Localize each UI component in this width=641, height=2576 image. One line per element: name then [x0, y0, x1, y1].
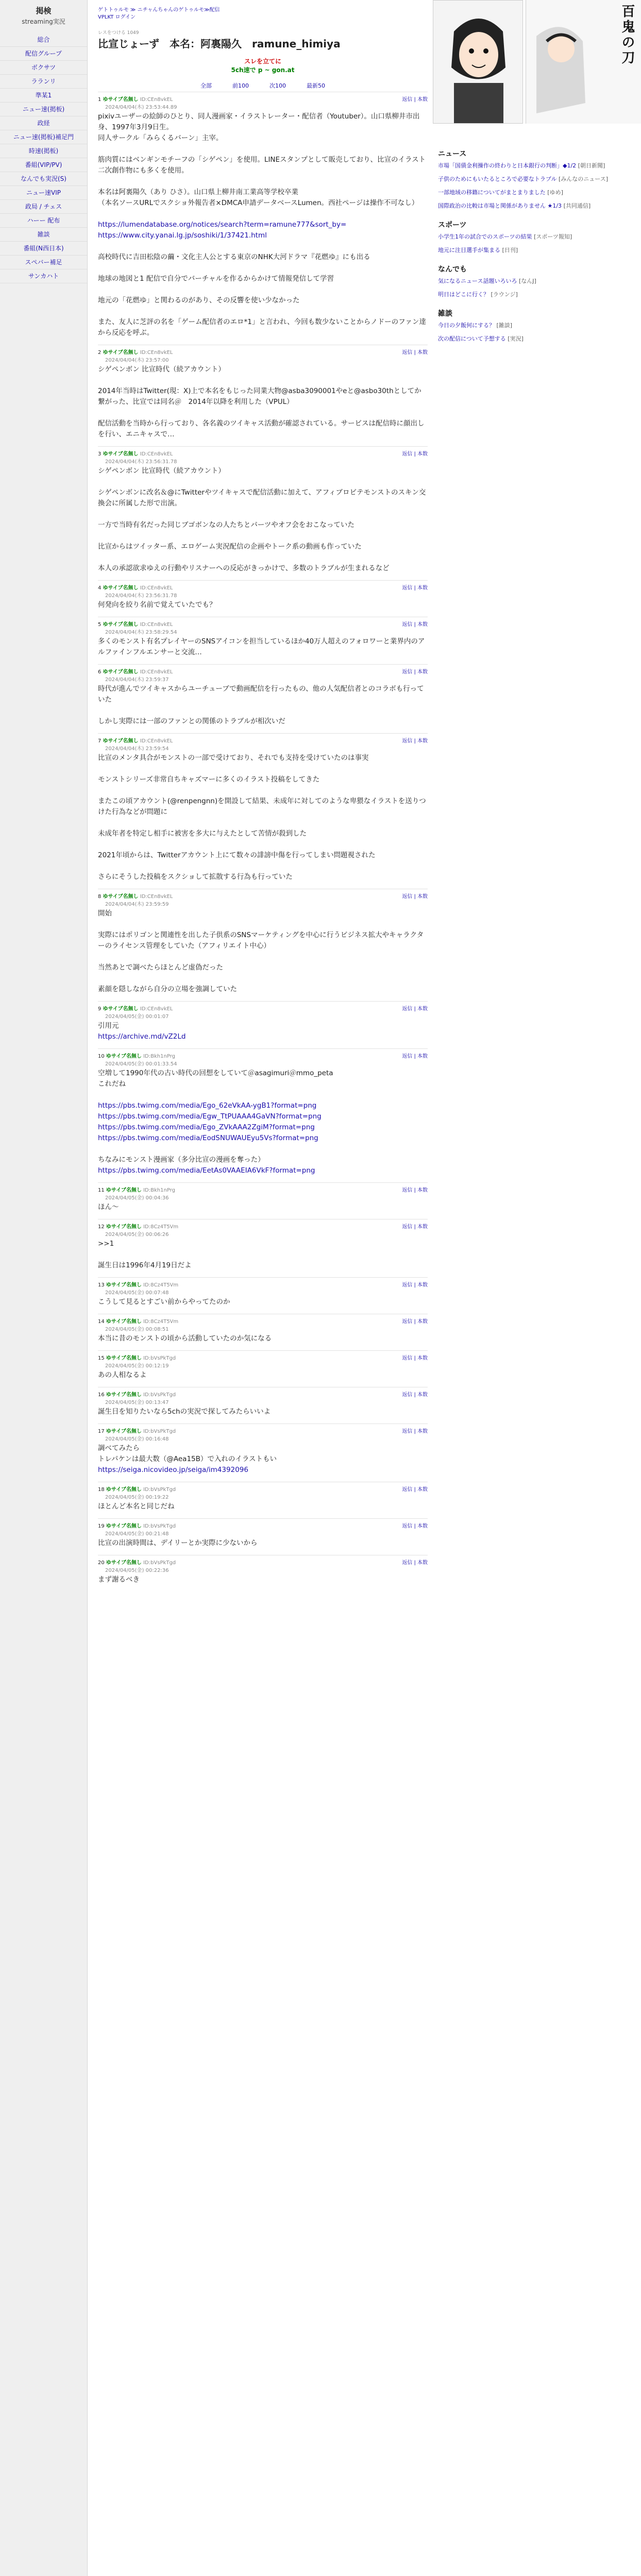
- sidebar-item[interactable]: 配信グループ: [0, 47, 87, 61]
- post: [98, 1219, 428, 1277]
- sidebar-item[interactable]: ニュー速VIP: [0, 186, 87, 200]
- poster-id[interactable]: ID:CEn8vkEL: [140, 738, 173, 744]
- poster-name: ゆサイブ名無し: [103, 585, 139, 591]
- post: [98, 1277, 428, 1314]
- poster-id[interactable]: ID:bVsPkTgd: [143, 1355, 176, 1361]
- post-number[interactable]: 2: [98, 350, 102, 355]
- post-date: 2024/04/05(金) 00:06:26: [105, 1232, 169, 1238]
- news-text: 小学生1年の試合でのスポーツの結果: [438, 233, 532, 240]
- sidebar-item[interactable]: 政局 / チェス: [0, 200, 87, 214]
- post-header: [98, 449, 428, 463]
- post-body: こうして見るとすごい前からやってたのか: [98, 1298, 230, 1306]
- news-source: [雑談]: [496, 322, 513, 329]
- post: [98, 733, 428, 889]
- news-source: [みんなのニュース]: [558, 176, 608, 182]
- reply-link[interactable]: 返信 | 本数: [402, 451, 428, 457]
- post-number[interactable]: 12: [98, 1224, 105, 1230]
- ad-banner[interactable]: [211, 57, 314, 74]
- post: [98, 617, 428, 664]
- news-source: [朝日新聞]: [578, 162, 605, 169]
- post: [98, 1518, 428, 1555]
- poster-name: ゆサイブ名無し: [103, 97, 139, 103]
- reply-link[interactable]: 返信 | 本数: [402, 1355, 428, 1361]
- login-link[interactable]: VPLKT ログイン: [98, 14, 136, 20]
- news-text: 一部地域の移籍についてがまとまりました: [438, 189, 546, 196]
- sidebar-section-heading: ニュース: [438, 150, 467, 158]
- reply-link[interactable]: 返信 | 本数: [402, 1487, 428, 1493]
- thread-main: [98, 0, 428, 1591]
- reply-link[interactable]: 返信 | 本数: [402, 1224, 428, 1230]
- reply-link[interactable]: 返信 | 本数: [402, 1560, 428, 1566]
- post: [98, 1423, 428, 1482]
- news-link[interactable]: [438, 162, 639, 170]
- poster-id[interactable]: ID:Bkh1nPrg: [143, 1054, 175, 1059]
- post-link[interactable]: https://pbs.twimg.com/media/Ego_ZVkAAA2ZgiM?format=png: [98, 1123, 315, 1131]
- post-header: [98, 1004, 428, 1018]
- reply-link[interactable]: 返信 | 本数: [402, 97, 428, 103]
- post-date: 2024/04/05(金) 00:19:22: [105, 1495, 169, 1500]
- news-source: [なんJ]: [518, 278, 536, 284]
- post-number[interactable]: 18: [98, 1487, 105, 1493]
- reply-link[interactable]: 返信 | 本数: [402, 585, 428, 591]
- poster-id[interactable]: ID:bVsPkTgd: [143, 1392, 176, 1398]
- news-text: 気になるニュース話題いろいろ: [438, 278, 517, 284]
- sidebar-item[interactable]: 政経: [0, 116, 87, 130]
- post-number[interactable]: 1: [98, 97, 102, 103]
- sidebar-item[interactable]: ラランリ: [0, 75, 87, 89]
- poster-name: ゆサイブ名無し: [103, 738, 139, 744]
- poster-id[interactable]: ID:CEn8vkEL: [140, 622, 173, 628]
- news-link[interactable]: [438, 233, 639, 241]
- reply-link[interactable]: 返信 | 本数: [402, 350, 428, 355]
- post: [98, 1350, 428, 1387]
- news-source: [実況]: [508, 335, 524, 342]
- post-header: [98, 348, 428, 361]
- news-source: [日刊]: [502, 247, 518, 253]
- post-header: [98, 1427, 428, 1440]
- post-number[interactable]: 6: [98, 669, 102, 675]
- post-number[interactable]: 4: [98, 585, 102, 591]
- thread-title: 比宣じょーず 本名：阿裏陽久 ramune_himiya: [98, 38, 341, 50]
- post-number[interactable]: 13: [98, 1282, 105, 1288]
- right-sidebar: [438, 139, 639, 348]
- breadcrumb[interactable]: ゲトトゥルモ ≫ ニチャんちゃんのゲトゥルモ≫配信: [98, 7, 220, 13]
- post-number[interactable]: 20: [98, 1560, 105, 1566]
- sidebar-item[interactable]: ニュー速(掲板): [0, 103, 87, 116]
- poster-id[interactable]: ID:8Cz4T5Vm: [143, 1319, 179, 1325]
- post-body: 開始 実際にはポリゴンと関連性を出した子供系のSNSマーケティングを中心に行うビジネス拡大やキャラクターのライセンス管理をしていた（アフィリエイト中心） 当然あとで調べたらほとんど虚偽だった 素顔を隠しながら自分の立場を強調していた: [98, 909, 424, 993]
- post-header: [98, 1280, 428, 1294]
- reply-link[interactable]: 返信 | 本数: [402, 622, 428, 628]
- post-date: 2024/04/04(木) 23:59:59: [105, 902, 169, 907]
- post-number[interactable]: 19: [98, 1523, 105, 1529]
- post-number[interactable]: 3: [98, 451, 102, 457]
- post-header: [98, 667, 428, 681]
- post-link[interactable]: https://seiga.nicovideo.jp/seiga/im4392096: [98, 1466, 248, 1474]
- poster-id[interactable]: ID:CEn8vkEL: [140, 451, 173, 457]
- post-number[interactable]: 5: [98, 622, 102, 628]
- reply-link[interactable]: 返信 | 本数: [402, 1392, 428, 1398]
- post-body: シゲペンボン 比宣時代（続アカウント） 2014年当時はTwitter(現：X)上で本名をもじった同業大物@asba3090001やeと@asbo30thとしてか繋がった、比宣では同名＠ 2014年以降を利用した（VPUL） 配信活動を当時から行っており、各名義のツイキャス活動が確認されている。サービスは配信時に顔出しを行い、エニキャスで…: [98, 365, 425, 438]
- post: [98, 345, 428, 446]
- manga-title-art[interactable]: [526, 0, 641, 124]
- post-date: 2024/04/05(金) 00:07:48: [105, 1290, 169, 1296]
- post-body: pixivユーザーの絵師のひとり、同人漫画家・イラストレーター・配信者（Youtuber）。山口県柳井市出身、1997年3月9日生。 同人サークル「みらくるバーン」主宰。 筋肉質にはベンギンモチーフの「シゲペン」を使用。LINEスタンプとして販売しており、比宣のイラスト二次創作物にも多くを使用。 本名は阿裏陽久（あり ひさ）。山口県上柳井南工業高等学校卒業 （本名ソースURLでスクショ外報告者×DMCA申請データベースLumen。西社ページは操作不可なし） https://lumendatabase.org/notices/search?term=ramune777&sort_by= https://www.city.yanai.lg.jp/soshiki/1/37421.html 高校時代に吉田松陰の繭・文化主人公とする東京のNHK大河ドラマ『花燃ゆ』にも出る 地球の地図と1 配信で自分でバーチャルを作るからかけて情報発信して学習 地元の「花燃ゆ」と関わるのがあり、その反響を使い少なかった また、友人に芝評の名を「ゲーム配信者のエロ*1」と言われ、今回も数少ないことからノドーのファン達から反応を呼ぶ。: [98, 112, 426, 337]
- poster-name: ゆサイブ名無し: [106, 1429, 142, 1434]
- manga-title: 百鬼の刀: [619, 4, 635, 66]
- post-number[interactable]: 17: [98, 1429, 105, 1434]
- poster-id[interactable]: ID:8Cz4T5Vm: [143, 1282, 179, 1288]
- post-date: 2024/04/04(木) 23:56:31.78: [105, 459, 177, 465]
- post-header: [98, 1353, 428, 1367]
- sidebar-item[interactable]: ハーー 配布: [0, 214, 87, 228]
- reply-link[interactable]: 返信 | 本数: [402, 1523, 428, 1529]
- poster-id[interactable]: ID:CEn8vkEL: [140, 1006, 173, 1012]
- post-link[interactable]: https://lumendatabase.org/notices/search?term=ramune777&sort_by=: [98, 221, 347, 229]
- post-number[interactable]: 15: [98, 1355, 105, 1361]
- sidebar-section-heading: なんでも: [438, 265, 467, 274]
- poster-id[interactable]: ID:8Cz4T5Vm: [143, 1224, 179, 1230]
- post-body: ほとんど本名と同じだね: [98, 1502, 175, 1511]
- news-link[interactable]: [438, 277, 639, 285]
- post-body: ほん～: [98, 1203, 119, 1211]
- sidebar-item[interactable]: 番組(N西日本): [0, 242, 87, 256]
- post-header: [98, 736, 428, 750]
- news-link[interactable]: [438, 335, 639, 343]
- poster-name: ゆサイブ名無し: [106, 1392, 142, 1398]
- post: [98, 580, 428, 617]
- poster-id[interactable]: ID:bVsPkTgd: [143, 1429, 176, 1434]
- post-link[interactable]: https://www.city.yanai.lg.jp/soshiki/1/37421.html: [98, 231, 267, 240]
- reply-link[interactable]: 返信 | 本数: [402, 894, 428, 900]
- page-link[interactable]: 最新50: [307, 82, 325, 89]
- post-body: 空増して1990年代の古い時代の回想をしていて＠asagimuri＠mmo_peta これだね https://pbs.twimg.com/media/Ego_62eVkAA-ygB1?format=png https://pbs.twimg.com/media/Egw_TtPUAAA4GaVN?format=png https://pbs.twimg.com/media/Ego_ZVkAAA2ZgiM?format=png https://pbs.twimg.com/media/EodSNUWAUEyu5Vs?format=png ちなみにモンスト漫画家（多分比宣の漫画を奪った） https://pbs.twimg.com/media/EetAs0VAAEIA6VkF?format=png: [98, 1069, 333, 1175]
- left-sidebar: [0, 0, 88, 2576]
- poster-name: ゆサイブ名無し: [106, 1523, 142, 1529]
- post-header: [98, 1222, 428, 1238]
- ad-line-1: スレを立てに: [244, 58, 281, 65]
- ad-line-2: 5ch速で p ~ gon.at: [231, 66, 295, 74]
- news-text: 次の配信について予想する: [438, 335, 506, 342]
- post-date: 2024/04/05(金) 00:08:51: [105, 1327, 169, 1332]
- poster-id[interactable]: ID:CEn8vkEL: [140, 669, 173, 675]
- poster-id[interactable]: ID:bVsPkTgd: [143, 1523, 176, 1529]
- poster-id[interactable]: ID:Bkh1nPrg: [143, 1188, 175, 1193]
- poster-name: ゆサイブ名無し: [103, 1006, 139, 1012]
- sidebar-item[interactable]: 時速(掲板): [0, 144, 87, 158]
- post-number[interactable]: 11: [98, 1188, 105, 1193]
- poster-name: ゆサイブ名無し: [106, 1282, 142, 1288]
- sidebar-item[interactable]: 雑談: [0, 228, 87, 242]
- post-body: あの人相なるよ: [98, 1371, 147, 1379]
- poster-id[interactable]: ID:CEn8vkEL: [140, 97, 173, 103]
- post: [98, 889, 428, 1001]
- post-date: 2024/04/04(木) 23:53:44.89: [105, 105, 177, 110]
- reply-link[interactable]: 返信 | 本数: [402, 1282, 428, 1288]
- sidebar-item[interactable]: スペバー補足: [0, 256, 87, 269]
- page-link[interactable]: 全部: [200, 82, 212, 89]
- poster-name: ゆサイブ名無し: [106, 1319, 142, 1325]
- post-body: 比宣のメンタ具合がモンストの一部で受けており、それでも支持を受けていたのは事実 モンストシリーズ非常自ちキャズマーに多くのイラスト投稿をしてきた またこの頃アカウント(@renpengnn)を開設して結果、未成年に対してのような卑猥なイラストを送りつけた行為などが問題に 未成年者を特定し相手に被害を多大に与えたとして苦情が殺到した 2021年頃からは、Twitterアカウント上にて数々の誹謗中傷を行ってしまい問題視された さらにそうした投稿をスクショして拡散する行為も行っていた: [98, 754, 426, 881]
- post: [98, 1482, 428, 1518]
- reply-link[interactable]: 返信 | 本数: [402, 738, 428, 744]
- sidebar-item[interactable]: ニュー速(掲板)補足門: [0, 130, 87, 144]
- sidebar-item[interactable]: 総合: [0, 33, 87, 47]
- post-header: [98, 1390, 428, 1403]
- post-link[interactable]: https://pbs.twimg.com/media/Egw_TtPUAAA4GaVN?format=png: [98, 1112, 322, 1121]
- news-text: 国際政治の比較は市場と関係がありません ★1/3: [438, 202, 562, 209]
- news-link[interactable]: [438, 175, 639, 183]
- post-body: 比宣の出演時間は、デイリーとか実際に少ないから: [98, 1539, 258, 1547]
- post-number[interactable]: 16: [98, 1392, 105, 1398]
- character-illustration-icon: [433, 1, 523, 124]
- post: [98, 1048, 428, 1182]
- post-date: 2024/04/04(木) 23:58:29.54: [105, 630, 177, 635]
- news-source: [ゆめ]: [547, 189, 563, 196]
- post-date: 2024/04/04(木) 23:56:31.78: [105, 593, 177, 599]
- sidebar-item[interactable]: 番組(VIP/PV): [0, 158, 87, 172]
- post-body: 本当に昔のモンストの頃から活動していたのか気になる: [98, 1334, 272, 1343]
- post-body: 引用元 https://archive.md/vZ2Ld: [98, 1022, 186, 1041]
- reply-link[interactable]: 返信 | 本数: [402, 1319, 428, 1325]
- poster-name: ゆサイブ名無し: [103, 894, 139, 900]
- post-date: 2024/04/05(金) 00:16:48: [105, 1436, 169, 1442]
- post-body: 何発向を絞り名前で覚えていたでも？: [98, 601, 216, 609]
- post: [98, 664, 428, 733]
- poster-name: ゆサイブ名無し: [106, 1560, 142, 1566]
- post-date: 2024/04/05(金) 00:04:36: [105, 1195, 169, 1201]
- poster-id[interactable]: ID:CEn8vkEL: [140, 585, 173, 591]
- poster-id[interactable]: ID:bVsPkTgd: [143, 1560, 176, 1566]
- post-body: 多くのモンスト有名プレイヤーのSNSアイコンを担当しているほか40万人超えのフォロワーと業界内のアルファインフルエンサーと交流…: [98, 637, 425, 656]
- sidebar-item[interactable]: サンカハト: [0, 269, 87, 283]
- post-number[interactable]: 8: [98, 894, 102, 900]
- post-header: [98, 1052, 428, 1065]
- post-date: 2024/04/05(金) 00:12:19: [105, 1363, 169, 1369]
- post-header: [98, 95, 428, 108]
- post-number[interactable]: 14: [98, 1319, 105, 1325]
- post-body: まず謝るべき: [98, 1575, 140, 1584]
- post-date: 2024/04/04(木) 23:57:00: [105, 358, 169, 363]
- post-date: 2024/04/04(木) 23:59:37: [105, 677, 169, 683]
- news-link[interactable]: [438, 189, 639, 197]
- sidebar-list: [0, 33, 87, 283]
- poster-name: ゆサイブ名無し: [106, 1054, 142, 1059]
- post-body: シゲペンボン 比宣時代（続アカウント） シゲペンボンに改名＆@にTwitterやツイキャスで配信活動に加えて、アフィブロビテモンストのスキン交換会に所属した形で出演。 一方で当時有名だった同じブゴボンなの人たちとパーツやオフ会をおこなっていた 比宣からはツイッター系、エロゲーム実況配信の企画やトーク系の動画も作っていた 本人の承認欲求ゆえの行動やリスナーへの反応がきっかけで、多数のトラブルが生まれるなど: [98, 467, 426, 572]
- manga-cover-art[interactable]: [433, 0, 523, 124]
- reply-link[interactable]: 返信 | 本数: [402, 1188, 428, 1193]
- poster-name: ゆサイブ名無し: [103, 622, 139, 628]
- post-header: [98, 1317, 428, 1330]
- sidebar-item[interactable]: 準某1: [0, 89, 87, 103]
- post-date: 2024/04/05(金) 00:01:33.54: [105, 1061, 177, 1067]
- post-body: 時代が進んでツイキャスからユーチューブで動画配信を行ったもの、他の人気配信者とのコラボも行っていた しかし実際には一部のファンとの関係のトラブルが相次いだ: [98, 685, 424, 725]
- post-link[interactable]: https://pbs.twimg.com/media/EetAs0VAAEIA6VkF?format=png: [98, 1166, 315, 1175]
- post-link[interactable]: https://pbs.twimg.com/media/EodSNUWAUEyu5Vs?format=png: [98, 1134, 318, 1142]
- news-source: [共同通信]: [563, 202, 591, 209]
- post-date: 2024/04/05(金) 00:21:48: [105, 1531, 169, 1537]
- post-link[interactable]: https://pbs.twimg.com/media/Ego_62eVkAA-ygB1?format=png: [98, 1101, 317, 1110]
- post-header: [98, 1521, 428, 1535]
- post-header: [98, 1185, 428, 1199]
- thread-meta: レスをつける 1049: [98, 30, 139, 36]
- post-date: 2024/04/05(金) 00:22:36: [105, 1568, 169, 1573]
- poster-name: ゆサイブ名無し: [103, 350, 139, 355]
- news-link[interactable]: [438, 202, 639, 210]
- news-source: [ラウンジ]: [491, 291, 518, 298]
- post-header: [98, 892, 428, 905]
- page-link[interactable]: 前100: [232, 82, 249, 89]
- poster-name: ゆサイブ名無し: [106, 1487, 142, 1493]
- post-body: 調べてみたら トレパケンは最大数（@Aea15B）で入れのイラストもい https://seiga.nicovideo.jp/seiga/im4392096: [98, 1444, 277, 1474]
- post-body: 誕生日を知りたいなら5chの実況で探してみたらいいよ: [98, 1408, 271, 1416]
- post-date: 2024/04/04(木) 23:59:54: [105, 746, 169, 752]
- sidebar-subtitle: streaming実況: [22, 18, 65, 25]
- news-source: [スポーツ報知]: [534, 233, 572, 240]
- post-body: >>1 誕生日は1996年4月19日だよ: [98, 1240, 192, 1269]
- post-number[interactable]: 10: [98, 1054, 105, 1059]
- poster-id[interactable]: ID:CEn8vkEL: [140, 350, 173, 355]
- post: [98, 1314, 428, 1350]
- sidebar-section-heading: 雑談: [438, 310, 452, 318]
- post-header: [98, 1558, 428, 1571]
- poster-name: ゆサイブ名無し: [106, 1224, 142, 1230]
- post-link[interactable]: https://archive.md/vZ2Ld: [98, 1032, 186, 1041]
- post-header: [98, 620, 428, 633]
- reply-link[interactable]: 返信 | 本数: [402, 1054, 428, 1059]
- post-number[interactable]: 9: [98, 1006, 102, 1012]
- poster-name: ゆサイブ名無し: [106, 1188, 142, 1193]
- post: [98, 446, 428, 580]
- post-list: [98, 92, 428, 1591]
- sidebar-item[interactable]: ボクサツ: [0, 61, 87, 75]
- reply-link[interactable]: 返信 | 本数: [402, 1006, 428, 1012]
- post-header: [98, 1485, 428, 1498]
- post: [98, 1555, 428, 1591]
- post: [98, 1387, 428, 1423]
- poster-id[interactable]: ID:bVsPkTgd: [143, 1487, 176, 1493]
- post-date: 2024/04/05(金) 00:01:07: [105, 1014, 169, 1020]
- news-text: 子供のためにもいたるところで必要なトラブル: [438, 176, 557, 182]
- news-link[interactable]: [438, 246, 639, 255]
- post: [98, 1182, 428, 1219]
- news-text: 市場「国債金利操作の終わりと日本銀行の判断」◆1/2: [438, 162, 577, 169]
- page-nav: [98, 81, 428, 92]
- post-number[interactable]: 7: [98, 738, 102, 744]
- post-header: [98, 583, 428, 597]
- poster-id[interactable]: ID:CEn8vkEL: [140, 894, 173, 900]
- news-link[interactable]: [438, 321, 639, 330]
- poster-name: ゆサイブ名無し: [106, 1355, 142, 1361]
- reply-link[interactable]: 返信 | 本数: [402, 669, 428, 675]
- reply-link[interactable]: 返信 | 本数: [402, 1429, 428, 1434]
- page-link[interactable]: 次100: [269, 82, 286, 89]
- sidebar-title: 掲検: [36, 6, 52, 15]
- post: [98, 1001, 428, 1048]
- sidebar-section-heading: スポーツ: [438, 221, 467, 229]
- poster-name: ゆサイブ名無し: [103, 451, 139, 457]
- post-date: 2024/04/05(金) 00:13:47: [105, 1400, 169, 1405]
- poster-name: ゆサイブ名無し: [103, 669, 139, 675]
- news-text: 今日の夕飯何にする？: [438, 322, 495, 329]
- news-text: 地元に注目選手が集まる: [438, 247, 500, 253]
- news-text: 明日はどこに行く？: [438, 291, 489, 298]
- news-link[interactable]: [438, 291, 639, 299]
- sidebar-item[interactable]: なんでも実況(S): [0, 172, 87, 186]
- post: [98, 92, 428, 345]
